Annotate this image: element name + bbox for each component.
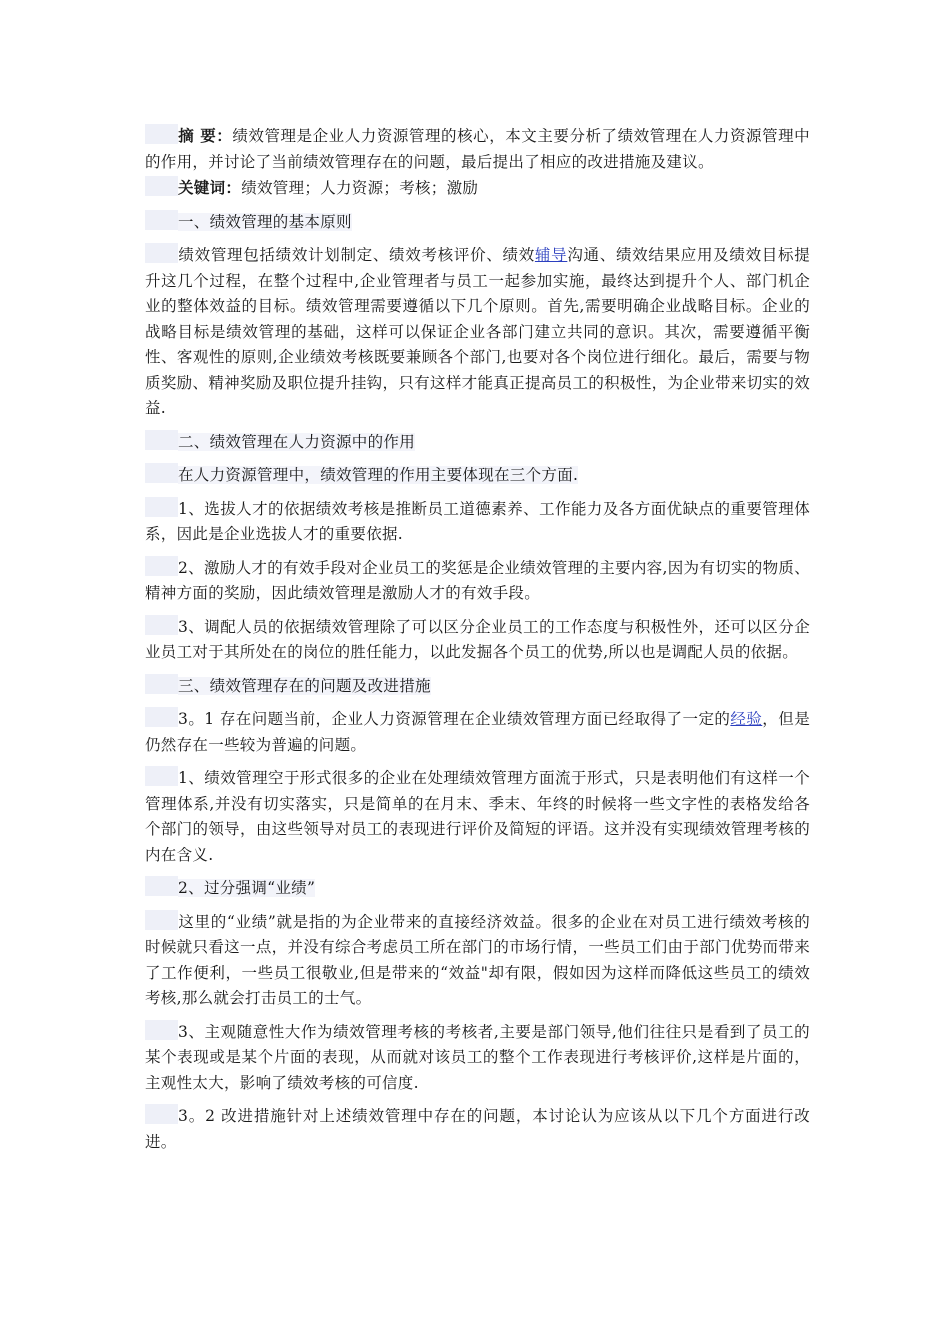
section-2-item-3: 3、调配人员的依据绩效管理除了可以区分企业员工的工作态度与积极性外，还可以区分企业员工对于其所处在的岗位的胜任能力，以此发掘各个员工的优势,所以也是调配人员的依据。 <box>145 615 810 666</box>
abstract-text: 绩效管理是企业人力资源管理的核心，本文主要分析了绩效管理在人力资源管理中的作用，并讨论了当前绩效管理存在的问题，最后提出了相应的改进措施及建议。 <box>145 127 810 171</box>
section-3-problem-1: 1、绩效管理空于形式很多的企业在处理绩效管理方面流于形式，只是表明他们有这样一个管理体系,并没有切实落实，只是简单的在月末、季末、年终的时候将一些文字性的表格发给各个部门的领导，由这些领导对员工的表现进行评价及简短的评语。这并没有实现绩效管理考核的内在含义. <box>145 766 810 868</box>
abstract-label: 摘 要： <box>178 126 233 145</box>
section-3-problem-2: 这里的“业绩”就是指的为企业带来的直接经济效益。很多的企业在对员工进行绩效考核的时候就只看这一点，并没有综合考虑员工所在部门的市场行情，一些员工们由于部门优势而带来了工作便利，一些员工很敬业,但是带来的“效益"却有限，假如因为这样而降低这些员工的绩效考核,那么就会打击员工的士气。 <box>145 910 810 1012</box>
section-3-heading: 三、绩效管理存在的问题及改进措施 <box>145 674 810 700</box>
section-3-problem-3: 3、主观随意性大作为绩效管理考核的考核者,主要是部门领导,他们往往只是看到了员工的某个表现或是某个片面的表现，从而就对该员工的整个工作表现进行考核评价,这样是片面的，主观性太大，影响了绩效考核的可信度. <box>145 1020 810 1097</box>
link-fudao[interactable]: 辅导 <box>534 246 568 264</box>
section-1-heading: 一、绩效管理的基本原则 <box>145 210 810 236</box>
abstract-paragraph <box>145 123 810 175</box>
document-body <box>145 123 810 1163</box>
section-2-item-2: 2、激励人才的有效手段对企业员工的奖惩是企业绩效管理的主要内容,因为有切实的物质、精神方面的奖励，因此绩效管理是激励人才的有效手段。 <box>145 556 810 607</box>
keywords-label: 关键词： <box>178 178 242 197</box>
section-2-intro: 在人力资源管理中，绩效管理的作用主要体现在三个方面. <box>145 463 810 489</box>
keywords-paragraph <box>145 175 810 202</box>
section-2-heading: 二、绩效管理在人力资源中的作用 <box>145 430 810 456</box>
keywords-text: 绩效管理；人力资源；考核；激励 <box>241 179 479 197</box>
section-3-problem-2-heading: 2、过分强调“业绩” <box>145 876 810 902</box>
section-3-2-paragraph: 3。2 改进措施针对上述绩效管理中存在的问题，本讨论认为应该从以下几个方面进行改进。 <box>145 1104 810 1155</box>
section-2-item-1: 1、选拔人才的依据绩效考核是推断员工道德素养、工作能力及各方面优缺点的重要管理体系，因此是企业选拔人才的重要依据. <box>145 497 810 548</box>
link-jingyan[interactable]: 经验 <box>730 710 763 728</box>
section-1-paragraph: 绩效管理包括绩效计划制定、绩效考核评价、绩效辅导沟通、绩效结果应用及绩效目标提升这几个过程，在整个过程中,企业管理者与员工一起参加实施，最终达到提升个人、部门机企业的整体效益的目标。绩效管理需要遵循以下几个原则。首先,需要明确企业战略目标。企业的战略目标是绩效管理的基础，这样可以保证企业各部门建立共同的意识。其次，需要遵循平衡性、客观性的原则,企业绩效考核既要兼顾各个部门,也要对各个岗位进行细化。最后，需要与物质奖励、精神奖励及职位提升挂钩，只有这样才能真正提高员工的积极性，为企业带来切实的效益. <box>145 243 810 422</box>
section-3-1-paragraph: 3。1 存在问题当前，企业人力资源管理在企业绩效管理方面已经取得了一定的经验，但是仍然存在一些较为普遍的问题。 <box>145 707 810 758</box>
